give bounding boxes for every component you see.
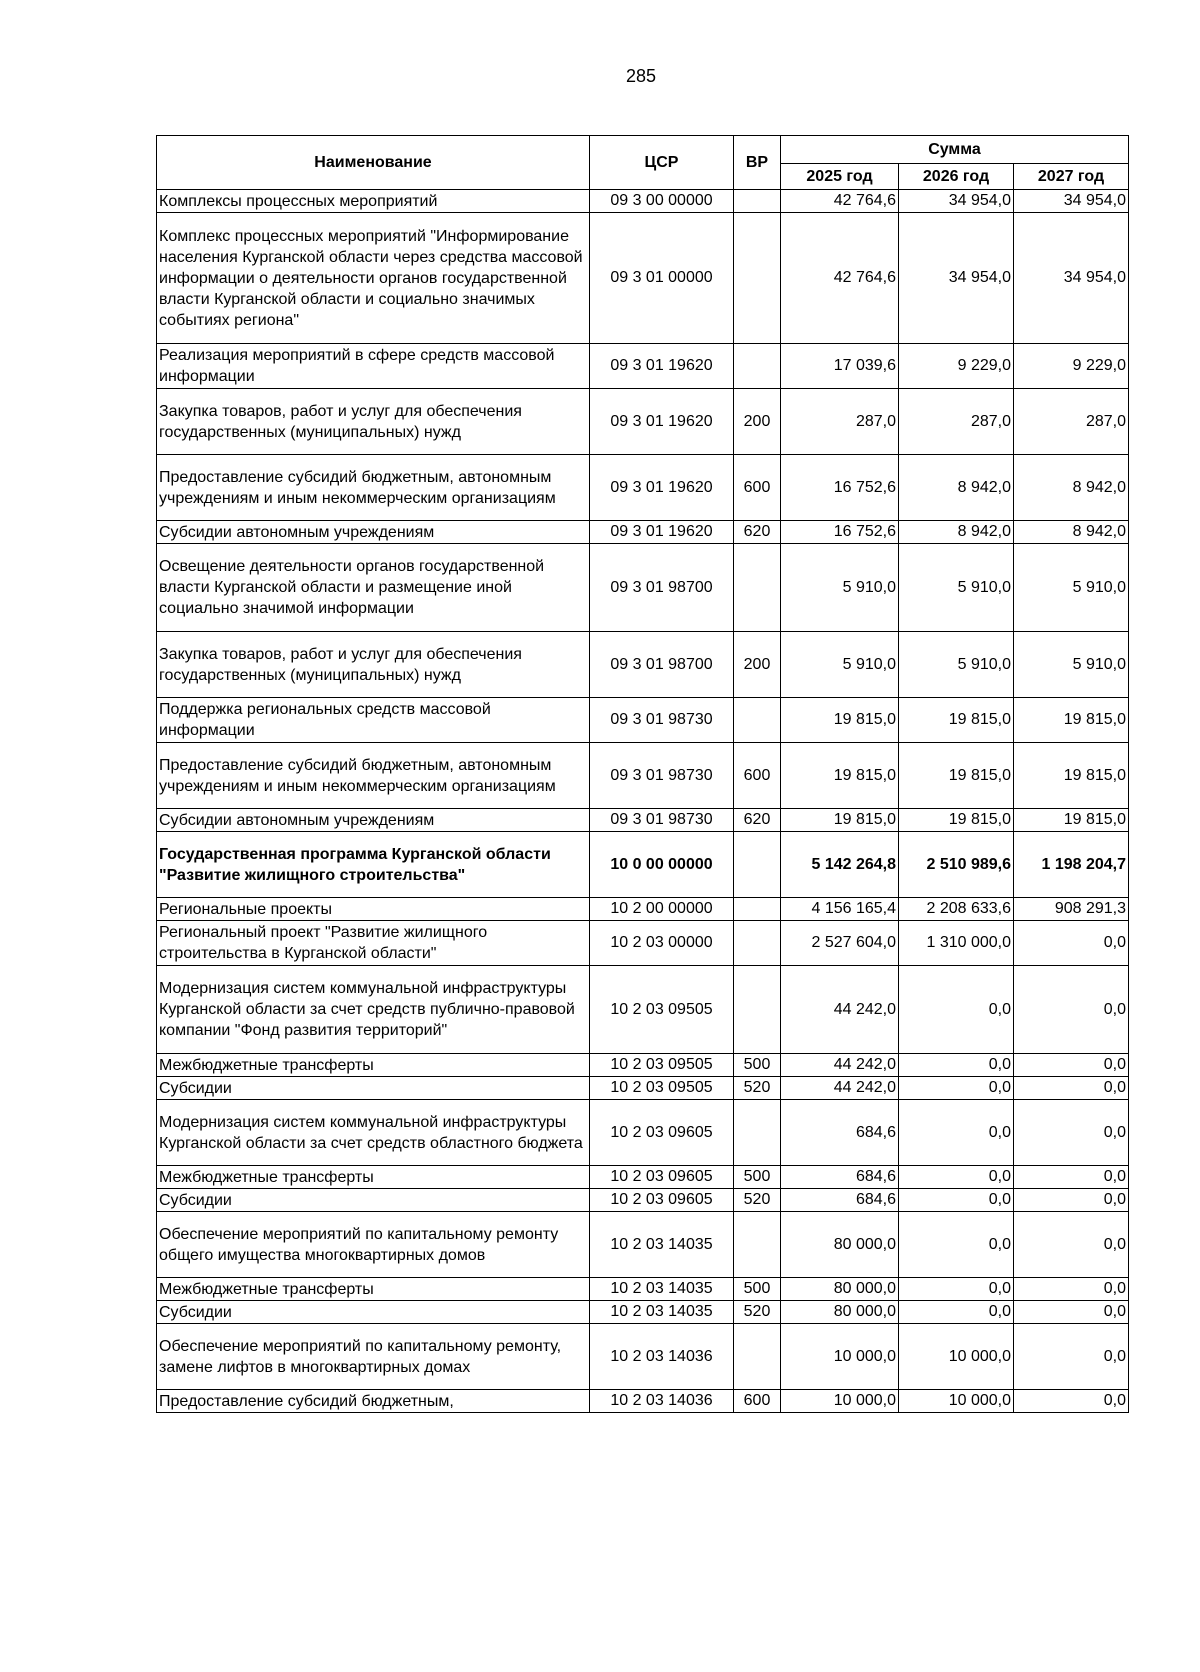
row-sum-2027-cell: 1 198 204,7 bbox=[1014, 832, 1129, 898]
table-row bbox=[157, 1054, 1129, 1077]
table-row bbox=[157, 1166, 1129, 1189]
row-sum-2025-cell: 19 815,0 bbox=[781, 698, 899, 743]
row-name-cell: Субсидии bbox=[157, 1301, 590, 1324]
table-row bbox=[157, 898, 1129, 921]
row-name-cell: Предоставление субсидий бюджетным, автономным учреждениям и иным некоммерческим организациям bbox=[157, 743, 590, 809]
row-csr-cell: 09 3 01 19620 bbox=[590, 521, 734, 544]
row-csr-cell: 10 2 03 09605 bbox=[590, 1100, 734, 1166]
row-vr-cell: 600 bbox=[734, 743, 781, 809]
row-name-cell: Субсидии автономным учреждениям bbox=[157, 521, 590, 544]
header-vr: ВР bbox=[734, 136, 781, 190]
row-vr-cell: 500 bbox=[734, 1278, 781, 1301]
row-vr-cell: 620 bbox=[734, 809, 781, 832]
row-sum-2026-cell: 0,0 bbox=[899, 1100, 1014, 1166]
row-sum-2026-cell: 0,0 bbox=[899, 1278, 1014, 1301]
row-name-cell: Межбюджетные трансферты bbox=[157, 1054, 590, 1077]
row-sum-2025-cell: 5 142 264,8 bbox=[781, 832, 899, 898]
header-year-2025: 2025 год bbox=[781, 164, 899, 190]
row-sum-2027-cell: 0,0 bbox=[1014, 1390, 1129, 1413]
row-sum-2027-cell: 0,0 bbox=[1014, 1166, 1129, 1189]
row-sum-2025-cell: 5 910,0 bbox=[781, 632, 899, 698]
row-sum-2027-cell: 34 954,0 bbox=[1014, 190, 1129, 213]
row-csr-cell: 10 2 03 09605 bbox=[590, 1166, 734, 1189]
row-vr-cell: 620 bbox=[734, 521, 781, 544]
row-csr-cell: 09 3 00 00000 bbox=[590, 190, 734, 213]
row-sum-2027-cell: 0,0 bbox=[1014, 1189, 1129, 1212]
row-vr-cell: 500 bbox=[734, 1054, 781, 1077]
row-vr-cell: 200 bbox=[734, 632, 781, 698]
row-sum-2025-cell: 684,6 bbox=[781, 1189, 899, 1212]
row-vr-cell bbox=[734, 213, 781, 344]
row-sum-2026-cell: 0,0 bbox=[899, 966, 1014, 1054]
table-row bbox=[157, 966, 1129, 1054]
row-csr-cell: 10 2 03 14035 bbox=[590, 1212, 734, 1278]
table-header bbox=[157, 136, 1129, 190]
row-name-cell: Освещение деятельности органов государственной власти Курганской области и размещение иной социально значимой информации bbox=[157, 544, 590, 632]
row-sum-2025-cell: 4 156 165,4 bbox=[781, 898, 899, 921]
row-csr-cell: 09 3 01 98730 bbox=[590, 698, 734, 743]
row-csr-cell: 09 3 01 98730 bbox=[590, 743, 734, 809]
table-row bbox=[157, 921, 1129, 966]
row-name-cell: Субсидии bbox=[157, 1077, 590, 1100]
row-vr-cell: 520 bbox=[734, 1189, 781, 1212]
row-csr-cell: 10 2 03 14036 bbox=[590, 1390, 734, 1413]
row-sum-2025-cell: 16 752,6 bbox=[781, 521, 899, 544]
table-row bbox=[157, 1324, 1129, 1390]
row-sum-2027-cell: 0,0 bbox=[1014, 1324, 1129, 1390]
row-csr-cell: 09 3 01 19620 bbox=[590, 344, 734, 389]
row-vr-cell bbox=[734, 544, 781, 632]
budget-table bbox=[156, 135, 1129, 1413]
row-sum-2027-cell: 34 954,0 bbox=[1014, 213, 1129, 344]
table-row bbox=[157, 213, 1129, 344]
row-sum-2026-cell: 0,0 bbox=[899, 1189, 1014, 1212]
row-name-cell: Предоставление субсидий бюджетным, автономным учреждениям и иным некоммерческим организациям bbox=[157, 455, 590, 521]
row-name-cell: Региональные проекты bbox=[157, 898, 590, 921]
row-vr-cell: 520 bbox=[734, 1301, 781, 1324]
row-sum-2027-cell: 0,0 bbox=[1014, 966, 1129, 1054]
row-name-cell: Поддержка региональных средств массовой информации bbox=[157, 698, 590, 743]
row-sum-2026-cell: 19 815,0 bbox=[899, 698, 1014, 743]
row-csr-cell: 10 2 03 14035 bbox=[590, 1301, 734, 1324]
row-name-cell: Государственная программа Курганской области "Развитие жилищного строительства" bbox=[157, 832, 590, 898]
row-name-cell: Предоставление субсидий бюджетным, bbox=[157, 1390, 590, 1413]
row-csr-cell: 10 0 00 00000 bbox=[590, 832, 734, 898]
row-sum-2025-cell: 44 242,0 bbox=[781, 966, 899, 1054]
row-sum-2025-cell: 42 764,6 bbox=[781, 213, 899, 344]
table-row bbox=[157, 389, 1129, 455]
row-vr-cell bbox=[734, 698, 781, 743]
row-sum-2025-cell: 684,6 bbox=[781, 1100, 899, 1166]
row-sum-2027-cell: 0,0 bbox=[1014, 1278, 1129, 1301]
row-sum-2027-cell: 8 942,0 bbox=[1014, 455, 1129, 521]
table-row bbox=[157, 1278, 1129, 1301]
row-sum-2026-cell: 34 954,0 bbox=[899, 213, 1014, 344]
row-sum-2027-cell: 8 942,0 bbox=[1014, 521, 1129, 544]
row-sum-2026-cell: 0,0 bbox=[899, 1166, 1014, 1189]
row-csr-cell: 09 3 01 00000 bbox=[590, 213, 734, 344]
row-name-cell: Комплексы процессных мероприятий bbox=[157, 190, 590, 213]
row-sum-2026-cell: 0,0 bbox=[899, 1212, 1014, 1278]
row-sum-2026-cell: 5 910,0 bbox=[899, 544, 1014, 632]
row-vr-cell bbox=[734, 1212, 781, 1278]
table-row bbox=[157, 544, 1129, 632]
row-name-cell: Субсидии автономным учреждениям bbox=[157, 809, 590, 832]
row-sum-2026-cell: 287,0 bbox=[899, 389, 1014, 455]
row-sum-2026-cell: 9 229,0 bbox=[899, 344, 1014, 389]
row-vr-cell: 600 bbox=[734, 1390, 781, 1413]
header-sum: Сумма bbox=[781, 136, 1129, 164]
table-row bbox=[157, 1390, 1129, 1413]
row-vr-cell: 600 bbox=[734, 455, 781, 521]
row-sum-2026-cell: 10 000,0 bbox=[899, 1324, 1014, 1390]
page-number: 285 bbox=[625, 66, 657, 86]
row-sum-2026-cell: 0,0 bbox=[899, 1077, 1014, 1100]
row-name-cell: Межбюджетные трансферты bbox=[157, 1166, 590, 1189]
row-sum-2026-cell: 2 208 633,6 bbox=[899, 898, 1014, 921]
table-row bbox=[157, 809, 1129, 832]
row-csr-cell: 09 3 01 98700 bbox=[590, 632, 734, 698]
row-name-cell: Закупка товаров, работ и услуг для обеспечения государственных (муниципальных) нужд bbox=[157, 389, 590, 455]
row-sum-2027-cell: 0,0 bbox=[1014, 1077, 1129, 1100]
row-vr-cell bbox=[734, 966, 781, 1054]
row-name-cell: Модернизация систем коммунальной инфраструктуры Курганской области за счет средств областного бюджета bbox=[157, 1100, 590, 1166]
row-sum-2025-cell: 80 000,0 bbox=[781, 1212, 899, 1278]
row-vr-cell bbox=[734, 921, 781, 966]
row-name-cell: Обеспечение мероприятий по капитальному ремонту, замене лифтов в многоквартирных домах bbox=[157, 1324, 590, 1390]
row-sum-2026-cell: 0,0 bbox=[899, 1301, 1014, 1324]
row-sum-2025-cell: 80 000,0 bbox=[781, 1301, 899, 1324]
table-row bbox=[157, 1212, 1129, 1278]
table-row bbox=[157, 1189, 1129, 1212]
row-csr-cell: 10 2 03 00000 bbox=[590, 921, 734, 966]
row-csr-cell: 09 3 01 19620 bbox=[590, 389, 734, 455]
row-sum-2025-cell: 684,6 bbox=[781, 1166, 899, 1189]
row-sum-2027-cell: 19 815,0 bbox=[1014, 809, 1129, 832]
table-row bbox=[157, 698, 1129, 743]
row-csr-cell: 10 2 03 14035 bbox=[590, 1278, 734, 1301]
row-sum-2025-cell: 19 815,0 bbox=[781, 809, 899, 832]
table-row bbox=[157, 743, 1129, 809]
row-vr-cell bbox=[734, 190, 781, 213]
row-vr-cell bbox=[734, 1100, 781, 1166]
header-name: Наименование bbox=[157, 136, 590, 190]
row-vr-cell: 500 bbox=[734, 1166, 781, 1189]
header-csr: ЦСР bbox=[590, 136, 734, 190]
row-sum-2025-cell: 2 527 604,0 bbox=[781, 921, 899, 966]
row-sum-2027-cell: 0,0 bbox=[1014, 1054, 1129, 1077]
row-csr-cell: 10 2 03 09605 bbox=[590, 1189, 734, 1212]
row-sum-2025-cell: 44 242,0 bbox=[781, 1077, 899, 1100]
row-sum-2027-cell: 908 291,3 bbox=[1014, 898, 1129, 921]
row-sum-2026-cell: 8 942,0 bbox=[899, 521, 1014, 544]
row-name-cell: Межбюджетные трансферты bbox=[157, 1278, 590, 1301]
table-row bbox=[157, 1301, 1129, 1324]
row-csr-cell: 10 2 03 09505 bbox=[590, 1077, 734, 1100]
row-sum-2025-cell: 287,0 bbox=[781, 389, 899, 455]
row-sum-2027-cell: 0,0 bbox=[1014, 1301, 1129, 1324]
row-sum-2027-cell: 5 910,0 bbox=[1014, 544, 1129, 632]
row-sum-2025-cell: 44 242,0 bbox=[781, 1054, 899, 1077]
row-sum-2027-cell: 0,0 bbox=[1014, 1100, 1129, 1166]
row-sum-2025-cell: 19 815,0 bbox=[781, 743, 899, 809]
row-sum-2027-cell: 0,0 bbox=[1014, 1212, 1129, 1278]
row-name-cell: Субсидии bbox=[157, 1189, 590, 1212]
row-csr-cell: 10 2 03 14036 bbox=[590, 1324, 734, 1390]
row-name-cell: Закупка товаров, работ и услуг для обеспечения государственных (муниципальных) нужд bbox=[157, 632, 590, 698]
row-sum-2026-cell: 1 310 000,0 bbox=[899, 921, 1014, 966]
row-csr-cell: 09 3 01 98730 bbox=[590, 809, 734, 832]
row-name-cell: Реализация мероприятий в сфере средств массовой информации bbox=[157, 344, 590, 389]
row-sum-2026-cell: 19 815,0 bbox=[899, 809, 1014, 832]
row-sum-2025-cell: 42 764,6 bbox=[781, 190, 899, 213]
row-csr-cell: 10 2 03 09505 bbox=[590, 1054, 734, 1077]
row-sum-2025-cell: 10 000,0 bbox=[781, 1390, 899, 1413]
row-name-cell: Региональный проект "Развитие жилищного строительства в Курганской области" bbox=[157, 921, 590, 966]
row-sum-2027-cell: 19 815,0 bbox=[1014, 698, 1129, 743]
row-sum-2026-cell: 8 942,0 bbox=[899, 455, 1014, 521]
table-row bbox=[157, 521, 1129, 544]
row-sum-2026-cell: 0,0 bbox=[899, 1054, 1014, 1077]
table-body bbox=[157, 190, 1129, 1413]
row-sum-2027-cell: 5 910,0 bbox=[1014, 632, 1129, 698]
row-name-cell: Комплекс процессных мероприятий "Информирование населения Курганской области через средства массовой информации о деятельности органов государственной власти Курганской области и социально значимых событиях региона" bbox=[157, 213, 590, 344]
row-vr-cell bbox=[734, 1324, 781, 1390]
row-vr-cell bbox=[734, 832, 781, 898]
row-csr-cell: 10 2 03 09505 bbox=[590, 966, 734, 1054]
row-sum-2025-cell: 5 910,0 bbox=[781, 544, 899, 632]
table-row bbox=[157, 1100, 1129, 1166]
table-row bbox=[157, 455, 1129, 521]
header-year-2026: 2026 год bbox=[899, 164, 1014, 190]
row-sum-2027-cell: 19 815,0 bbox=[1014, 743, 1129, 809]
row-csr-cell: 09 3 01 98700 bbox=[590, 544, 734, 632]
header-year-2027: 2027 год bbox=[1014, 164, 1129, 190]
table-row bbox=[157, 190, 1129, 213]
row-sum-2025-cell: 10 000,0 bbox=[781, 1324, 899, 1390]
row-sum-2026-cell: 34 954,0 bbox=[899, 190, 1014, 213]
row-vr-cell bbox=[734, 898, 781, 921]
row-vr-cell: 520 bbox=[734, 1077, 781, 1100]
row-name-cell: Модернизация систем коммунальной инфраструктуры Курганской области за счет средств публично-правовой компании "Фонд развития территорий" bbox=[157, 966, 590, 1054]
table-row bbox=[157, 632, 1129, 698]
row-sum-2026-cell: 5 910,0 bbox=[899, 632, 1014, 698]
row-sum-2026-cell: 10 000,0 bbox=[899, 1390, 1014, 1413]
row-sum-2026-cell: 19 815,0 bbox=[899, 743, 1014, 809]
row-csr-cell: 10 2 00 00000 bbox=[590, 898, 734, 921]
row-sum-2025-cell: 16 752,6 bbox=[781, 455, 899, 521]
row-csr-cell: 09 3 01 19620 bbox=[590, 455, 734, 521]
table-row bbox=[157, 344, 1129, 389]
row-vr-cell bbox=[734, 344, 781, 389]
row-sum-2027-cell: 9 229,0 bbox=[1014, 344, 1129, 389]
row-name-cell: Обеспечение мероприятий по капитальному ремонту общего имущества многоквартирных домов bbox=[157, 1212, 590, 1278]
row-sum-2025-cell: 17 039,6 bbox=[781, 344, 899, 389]
row-sum-2026-cell: 2 510 989,6 bbox=[899, 832, 1014, 898]
table-row bbox=[157, 1077, 1129, 1100]
table-row bbox=[157, 832, 1129, 898]
row-vr-cell: 200 bbox=[734, 389, 781, 455]
row-sum-2027-cell: 0,0 bbox=[1014, 921, 1129, 966]
row-sum-2025-cell: 80 000,0 bbox=[781, 1278, 899, 1301]
row-sum-2027-cell: 287,0 bbox=[1014, 389, 1129, 455]
